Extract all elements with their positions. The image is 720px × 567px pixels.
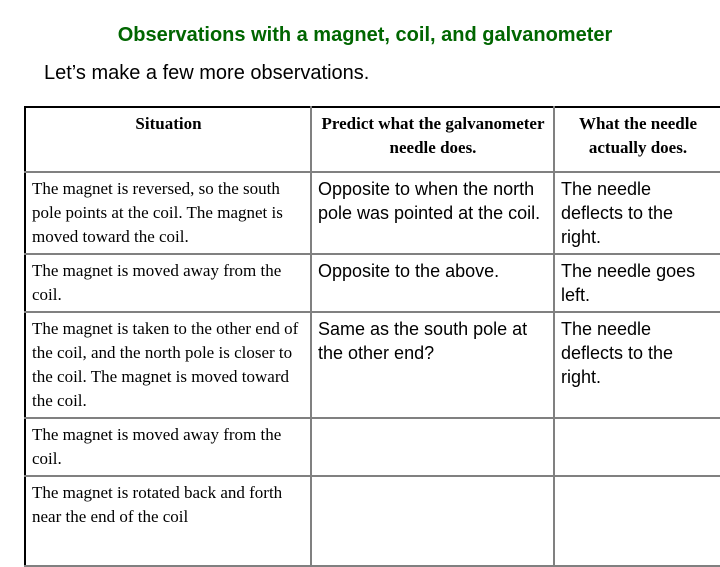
header-prediction: Predict what the galvanometer needle does. — [311, 107, 554, 172]
table-row — [25, 312, 720, 418]
actual-cell[interactable]: The needle deflects to the right. — [554, 312, 720, 418]
situation-cell: The magnet is moved away from the coil. — [25, 254, 311, 312]
header-situation: Situation — [25, 107, 311, 172]
prediction-cell[interactable]: Opposite to when the north pole was pointed at the coil. — [311, 172, 554, 254]
table-header-row — [25, 107, 720, 172]
situation-cell: The magnet is taken to the other end of the coil, and the north pole is closer to the coil. The magnet is moved toward the coil. — [25, 312, 311, 418]
header-actual: What the needle actually does. — [554, 107, 720, 172]
page-title: Observations with a magnet, coil, and galvanometer — [117, 24, 613, 46]
actual-cell[interactable]: The needle goes left. — [554, 254, 720, 312]
table-row — [25, 476, 720, 566]
page-subtitle: Let’s make a few more observations. — [44, 62, 370, 84]
actual-cell[interactable] — [554, 476, 720, 566]
actual-cell[interactable]: The needle deflects to the right. — [554, 172, 720, 254]
situation-cell: The magnet is rotated back and forth near the end of the coil — [25, 476, 311, 566]
table-row — [25, 254, 720, 312]
actual-cell[interactable] — [554, 418, 720, 476]
prediction-cell[interactable] — [311, 418, 554, 476]
situation-cell: The magnet is moved away from the coil. — [25, 418, 311, 476]
table-row — [25, 172, 720, 254]
table-row — [25, 418, 720, 476]
situation-cell: The magnet is reversed, so the south pole points at the coil. The magnet is moved toward the coil. — [25, 172, 311, 254]
observations-table — [24, 106, 720, 567]
prediction-cell[interactable]: Opposite to the above. — [311, 254, 554, 312]
prediction-cell[interactable] — [311, 476, 554, 566]
prediction-cell[interactable]: Same as the south pole at the other end? — [311, 312, 554, 418]
